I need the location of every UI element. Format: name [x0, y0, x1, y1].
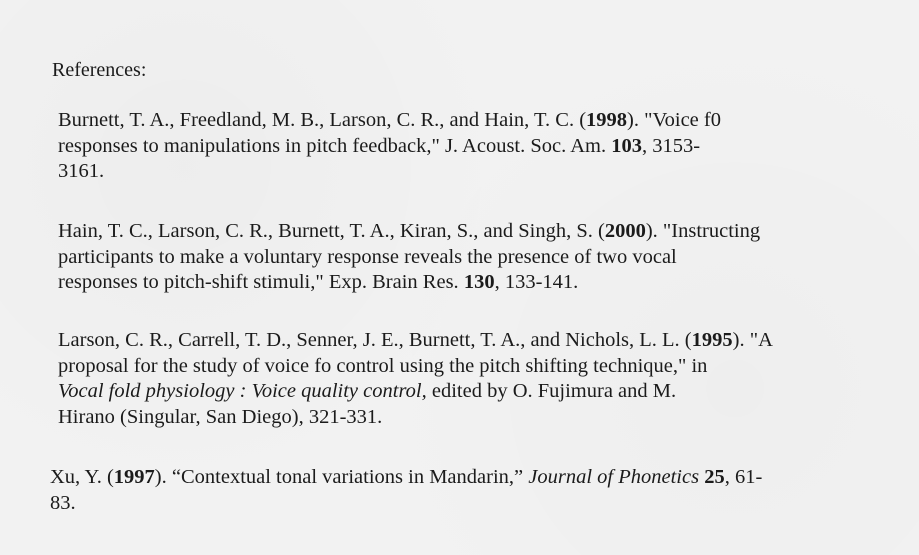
reference-line: Hirano (Singular, San Diego), 321-331. [58, 405, 383, 428]
reference-line: proposal for the study of voice fo control using the pitch shifting technique," in [58, 354, 708, 377]
reference-line: participants to make a voluntary response reveals the presence of two vocal [58, 245, 677, 268]
reference-line: 3161. [58, 160, 105, 182]
reference-entry-larson-1995 [58, 328, 919, 430]
reference-line: Vocal fold physiology : Voice quality control, edited by O. Fujimura and M. [58, 380, 677, 402]
references-heading: References: [52, 59, 147, 81]
reference-entry-hain-2000 [58, 219, 919, 296]
reference-line: Hain, T. C., Larson, C. R., Burnett, T. A., Kiran, S., and Singh, S. (2000). "Instructing [58, 220, 761, 242]
reference-entry-burnett-1998 [58, 108, 919, 185]
reference-line: responses to manipulations in pitch feedback," J. Acoust. Soc. Am. 103, 3153- [58, 134, 701, 157]
reference-line: 83. [50, 491, 76, 514]
reference-line: Larson, C. R., Carrell, T. D., Senner, J. E., Burnett, T. A., and Nichols, L. L. (1995). "A [58, 329, 773, 351]
reference-line: responses to pitch-shift stimuli," Exp. Brain Res. 130, 133-141. [58, 271, 579, 293]
reference-line: Xu, Y. (1997). “Contextual tonal variations in Mandarin,” Journal of Phonetics 25, 61- [50, 466, 763, 488]
reference-line: Burnett, T. A., Freedland, M. B., Larson, C. R., and Hain, T. C. (1998). "Voice f0 [58, 109, 721, 131]
reference-entry-xu-1997 [50, 465, 919, 516]
